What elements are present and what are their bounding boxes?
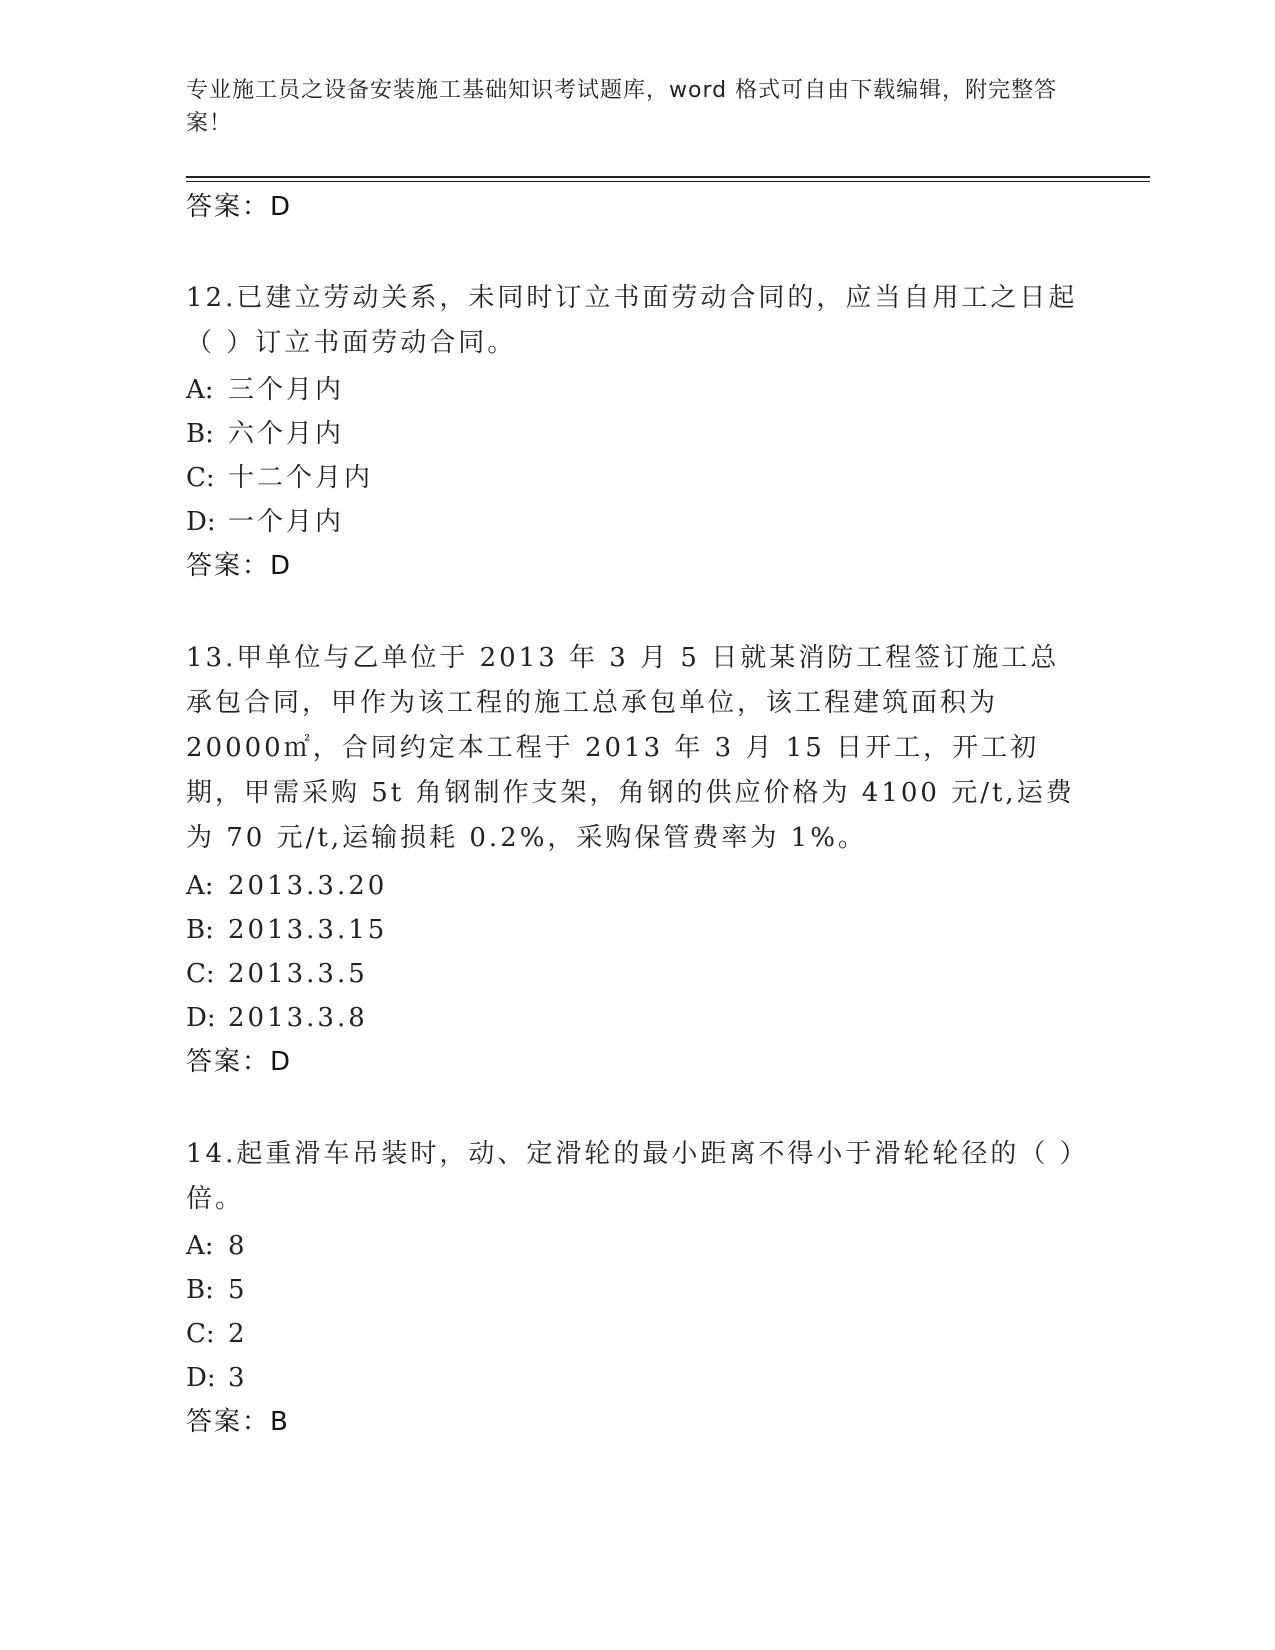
answer: 答案：B (186, 1407, 290, 1437)
previous-answer: 答案：D (186, 192, 293, 222)
option-text: 十二个月内 (228, 463, 374, 493)
option-text: 2013.3.8 (228, 1003, 368, 1033)
option-text: 5 (228, 1275, 248, 1305)
option-b (186, 1273, 248, 1307)
option-text: 2013.3.5 (228, 959, 368, 989)
option-label: D: (186, 1363, 216, 1393)
option-label: A: (186, 871, 214, 901)
option-a (186, 869, 387, 903)
header-divider-thick (186, 176, 1150, 178)
option-label: A: (186, 375, 214, 405)
answer: 答案：D (186, 551, 293, 581)
option-d (186, 1361, 248, 1395)
header-divider-thin (186, 181, 1150, 182)
option-b (186, 913, 387, 947)
option-label: C: (186, 463, 215, 493)
document-header: 专业施工员之设备安装施工基础知识考试题库，word 格式可自由下载编辑，附完整答案！ (186, 78, 1058, 136)
answer: 答案：D (186, 1047, 293, 1077)
option-label: B: (186, 419, 214, 449)
option-text: 一个月内 (228, 507, 345, 537)
option-text: 2013.3.15 (228, 915, 388, 945)
option-b (186, 417, 344, 451)
option-text: 2013.3.20 (228, 871, 388, 901)
option-label: B: (186, 1275, 214, 1305)
option-d (186, 505, 344, 539)
option-a (186, 1229, 248, 1263)
option-label: D: (186, 507, 216, 537)
option-label: C: (186, 1319, 215, 1349)
option-d (186, 1001, 368, 1035)
option-label: C: (186, 959, 215, 989)
option-c (186, 957, 368, 991)
option-label: A: (186, 1231, 214, 1261)
option-a (186, 373, 344, 407)
option-label: D: (186, 1003, 216, 1033)
option-text: 3 (228, 1363, 248, 1393)
option-text: 8 (228, 1231, 248, 1261)
option-c (186, 1317, 248, 1351)
option-c (186, 461, 373, 495)
option-label: B: (186, 915, 214, 945)
option-text: 六个月内 (228, 419, 345, 449)
question-text: 12.已建立劳动关系，未同时订立书面劳动合同的，应当自用工之日起（ ）订立书面劳动合同。 (186, 283, 1078, 358)
option-text: 三个月内 (228, 375, 345, 405)
question-text: 13.甲单位与乙单位于 2013 年 3 月 5 日就某消防工程签订施工总承包合同，甲作为该工程的施工总承包单位，该工程建筑面积为 20000㎡，合同约定本工程于 2013 年 3 月 15 日开工，开工初期，甲需采购 5t 角钢制作支架，角钢的供应价格为 4100 元/t,运费为 70 元/t,运输损耗 0.2%，采购保管费率为 1%。 (186, 643, 1075, 853)
option-text: 2 (228, 1319, 248, 1349)
question-text: 14.起重滑车吊装时，动、定滑轮的最小距离不得小于滑轮轮径的（ ）倍。 (186, 1139, 1076, 1214)
